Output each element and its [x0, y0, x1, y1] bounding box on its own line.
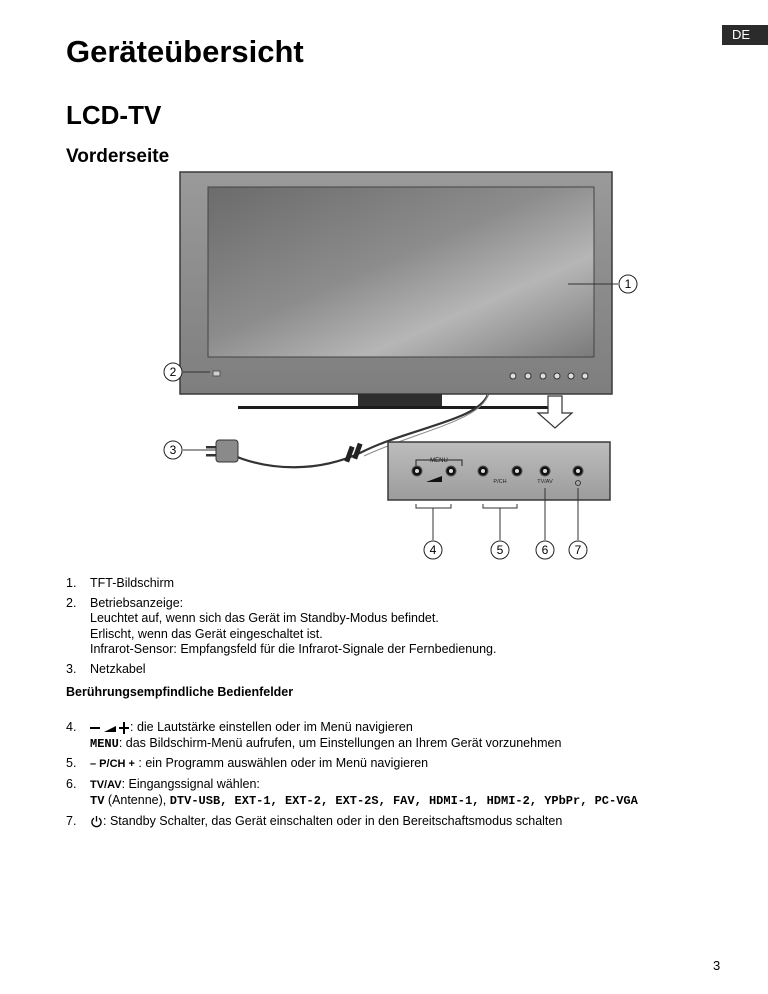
callout-7: 7: [574, 543, 582, 557]
panel-tvav-label: TV/AV: [537, 479, 553, 485]
list-text: : Eingangssignal wählen:: [121, 776, 260, 791]
volume-control-icon: [90, 722, 130, 734]
list-text: : die Lautstärke einstellen oder im Menü navigieren: [130, 720, 413, 734]
callout-1: 1: [624, 277, 632, 291]
page-number: 3: [713, 958, 721, 973]
list-text: Netzkabel: [90, 661, 146, 676]
list-text: : das Bildschirm-Menü aufrufen, um Einstellungen an Ihrem Gerät vorzunehmen: [118, 735, 562, 750]
language-badge: DE: [722, 25, 768, 45]
panel-pch-label: P/CH: [493, 479, 507, 485]
touch-controls-heading: Berührungsempfindliche Bedienfelder: [66, 685, 294, 699]
list-number: 6.: [66, 776, 77, 791]
controls-list: [66, 720, 726, 833]
list-text: : ein Programm auswählen oder im Menü navigieren: [134, 756, 429, 770]
panel-menu-label: MENU: [430, 458, 448, 464]
power-icon: [90, 815, 103, 828]
callout-2: 2: [169, 365, 177, 379]
menu-label: MENU: [90, 736, 119, 751]
list-number: 1.: [66, 576, 77, 590]
list-text: Infrarot-Sensor: Empfangsfeld für die Infrarot-Signale der Fernbedienung.: [90, 642, 497, 656]
list-number: 7.: [66, 813, 77, 828]
list-item: [66, 777, 726, 810]
list-number: 3.: [66, 661, 77, 676]
callout-3: 3: [169, 443, 177, 457]
callout-5: 5: [496, 543, 504, 557]
list-text: Erlischt, wenn das Gerät eingeschaltet ist.: [90, 626, 323, 641]
callout-4: 4: [429, 543, 437, 557]
callout-6: 6: [541, 543, 549, 557]
list-item: [66, 662, 706, 678]
list-text: TFT-Bildschirm: [90, 576, 175, 590]
list-text: (Antenne),: [104, 793, 170, 807]
source-list: DTV-USB, EXT-1, EXT-2, EXT-2S, FAV, HDMI-1, HDMI-2, YPbPr, PC-VGA: [169, 794, 638, 808]
control-panel-detail: [388, 442, 610, 500]
list-text: : Standby Schalter, das Gerät einschalten oder in den Bereitschaftsmodus schalten: [103, 813, 563, 828]
list-text: Leuchtet auf, wenn sich das Gerät im Standby-Modus befindet.: [90, 611, 439, 625]
tvav-label: TV/AV: [90, 778, 122, 791]
tv-body: [180, 172, 612, 394]
component-list: [66, 576, 706, 681]
pch-label: – P/CH +: [90, 758, 135, 770]
list-item: [66, 756, 726, 773]
list-text: Betriebsanzeige:: [90, 595, 184, 610]
page-title: Geräteübersicht: [66, 34, 304, 69]
tv-label: TV: [90, 794, 105, 808]
list-item: [66, 814, 726, 830]
list-number: 5.: [66, 756, 77, 770]
list-item: [66, 576, 706, 592]
list-item: [66, 596, 706, 658]
section-title: LCD-TV: [66, 100, 162, 130]
subsection-title: Vorderseite: [66, 146, 170, 167]
tv-stand: [238, 394, 558, 409]
list-number: 4.: [66, 720, 77, 734]
list-number: 2.: [66, 595, 77, 610]
list-item: [66, 720, 726, 752]
tv-front-illustration: [150, 170, 645, 560]
